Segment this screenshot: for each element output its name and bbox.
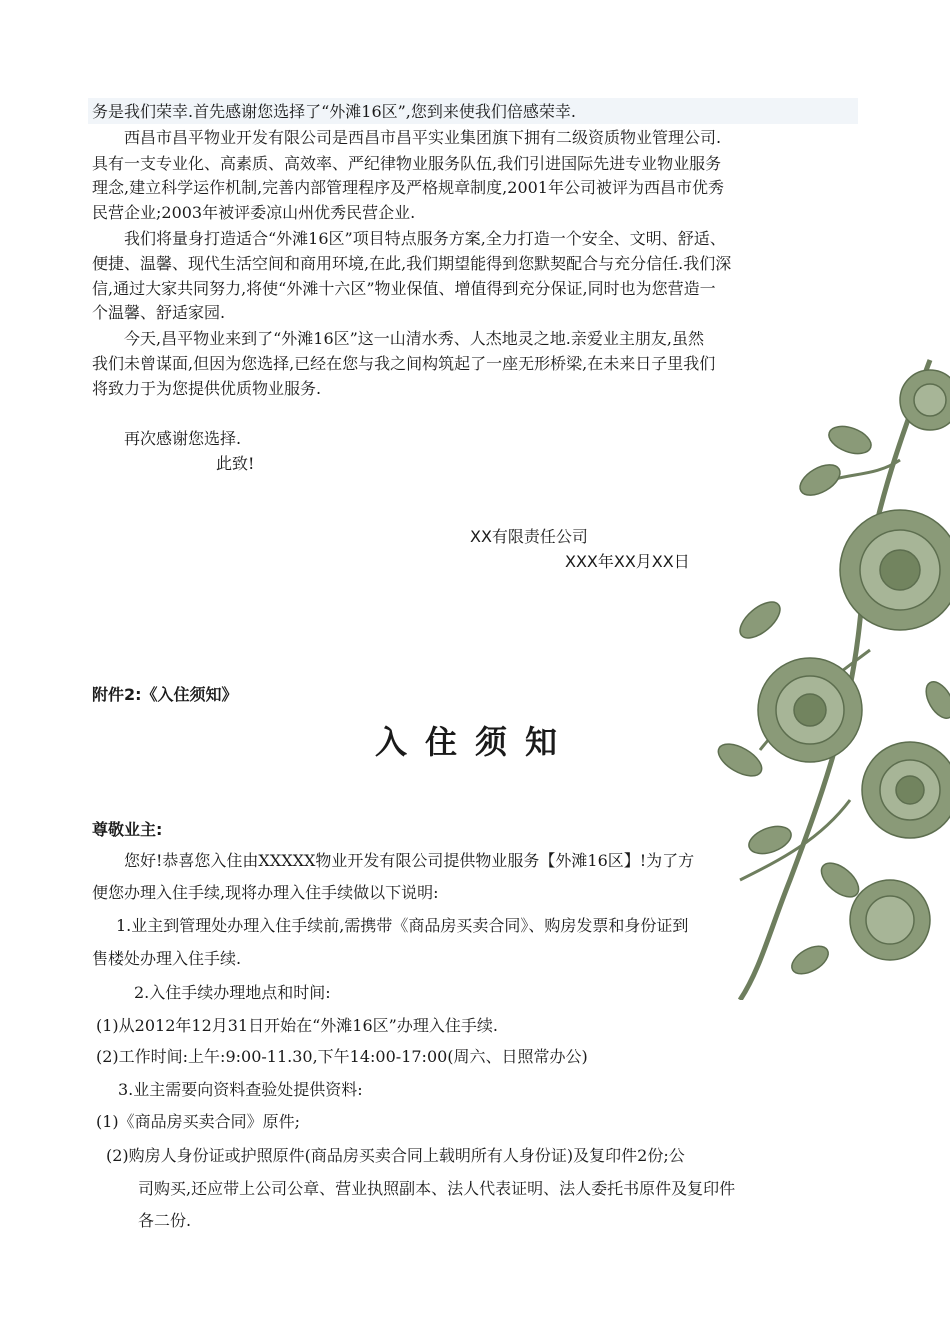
letter-line: 我们未曾谋面,但因为您选择,已经在您与我之间构筑起了一座无形桥梁,在未来日子里我们 xyxy=(92,354,716,373)
greeting: 尊敬业主: xyxy=(92,820,163,839)
notice-item: (2)购房人身份证或护照原件(商品房买卖合同上载明所有人身份证)及复印件2份;公 xyxy=(106,1146,685,1165)
company-signature: XX有限责任公司 xyxy=(470,527,588,546)
notice-line: 售楼处办理入住手续. xyxy=(92,949,242,968)
notice-item: 1.业主到管理处办理入住手续前,需携带《商品房买卖合同》、购房发票和身份证到 xyxy=(116,916,689,935)
letter-date: XXX年XX月XX日 xyxy=(565,552,690,571)
notice-item: (2)工作时间:上午:9:00-11.30,下午14:00-17:00(周六、日照常办公) xyxy=(96,1047,588,1066)
letter-line: 便捷、温馨、现代生活空间和商用环境,在此,我们期望能得到您默契配合与充分信任.我们深 xyxy=(92,254,732,273)
page-title: 入住须知 xyxy=(374,723,575,761)
letter-line: 务是我们荣幸.首先感谢您选择了“外滩16区”,您到来使我们倍感荣幸. xyxy=(92,102,576,121)
letter-line: 具有一支专业化、高素质、高效率、严纪律物业服务队伍,我们引进国际先进专业物业服务 xyxy=(92,154,722,173)
notice-item: (1)《商品房买卖合同》原件; xyxy=(96,1112,301,1131)
letter-paragraph-start: 今天,昌平物业来到了“外滩16区”这一山清水秀、人杰地灵之地.亲爱业主朋友,虽然 xyxy=(124,329,704,348)
notice-line: 司购买,还应带上公司公章、营业执照副本、法人代表证明、法人委托书原件及复印件 xyxy=(138,1179,736,1198)
letter-line: 将致力于为您提供优质物业服务. xyxy=(92,379,322,398)
notice-line: 各二份. xyxy=(138,1211,192,1230)
notice-item: 2.入住手续办理地点和时间: xyxy=(134,983,331,1002)
letter-closing: 再次感谢您选择. xyxy=(124,429,242,448)
letter-line: 理念,建立科学运作机制,完善内部管理程序及严格规章制度,2001年公司被评为西昌市优秀 xyxy=(92,178,724,197)
letter-paragraph-start: 我们将量身打造适合“外滩16区”项目特点服务方案,全力打造一个安全、文明、舒适、 xyxy=(124,229,726,248)
notice-line: 便您办理入住手续,现将办理入住手续做以下说明: xyxy=(92,883,439,902)
notice-item: 3.业主需要向资料查验处提供资料: xyxy=(118,1080,363,1099)
letter-line: 民营企业;2003年被评委凉山州优秀民营企业. xyxy=(92,203,416,222)
rose-decoration xyxy=(700,320,950,1000)
letter-line: 个温馨、舒适家园. xyxy=(92,303,226,322)
attachment-label: 附件2:《入住须知》 xyxy=(92,685,238,704)
notice-line: 您好!恭喜您入住由XXXXX物业开发有限公司提供物业服务【外滩16区】!为了方 xyxy=(124,851,695,870)
letter-line: 信,通过大家共同努力,将使“外滩十六区”物业保值、增值得到充分保证,同时也为您营造一 xyxy=(92,279,716,298)
notice-item: (1)从2012年12月31日开始在“外滩16区”办理入住手续. xyxy=(96,1016,498,1035)
letter-paragraph-start: 西昌市昌平物业开发有限公司是西昌市昌平实业集团旗下拥有二级资质物业管理公司. xyxy=(124,128,722,147)
letter-salutation: 此致! xyxy=(216,454,255,473)
